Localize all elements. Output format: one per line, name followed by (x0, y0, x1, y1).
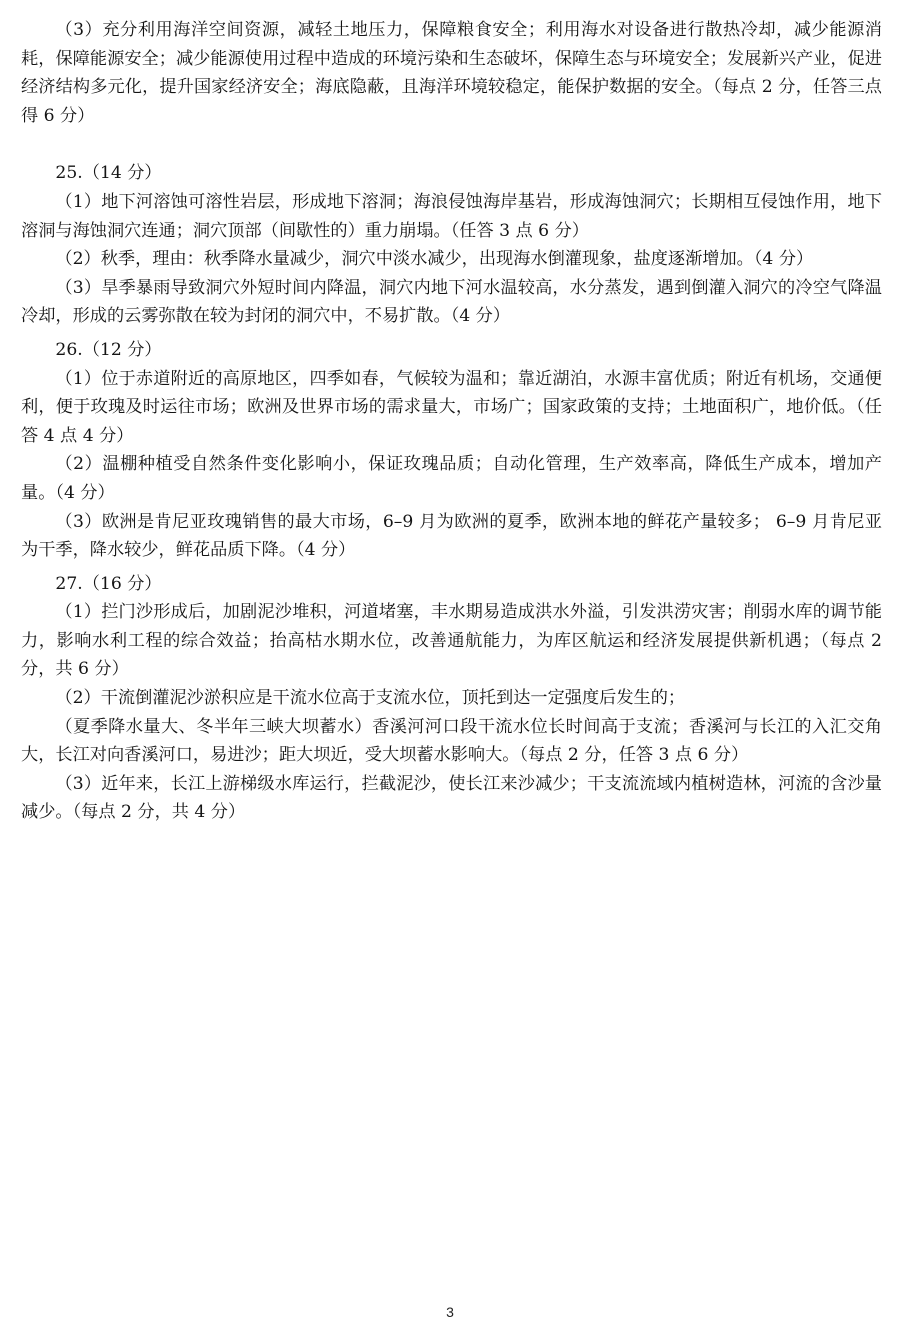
question-26-header: 26.（12 分） (55, 339, 162, 360)
answer-25-2: （2）秋季，理由：秋季降水量减少，洞穴中淡水减少，出现海水倒灌现象，盐度逐渐增加。（4 分） (55, 249, 814, 270)
answer-27-1: （1）拦门沙形成后，加剧泥沙堆积，河道堵塞，丰水期易造成洪水外溢，引发洪涝灾害；削弱水库的调节能力，影响水利工程的综合效益；抬高枯水期水位，改善通航能力，为库区航运和经济发展提供新机遇；（每点 2 分，共 6 分） (21, 602, 882, 680)
answer-26-2: （2）温棚种植受自然条件变化影响小，保证玫瑰品质；自动化管理，生产效率高，降低生产成本，增加产量。（4 分） (21, 454, 882, 503)
question-26 (21, 336, 882, 565)
page-number: 3 (446, 1304, 454, 1320)
answer-25-1: （1）地下河溶蚀可溶性岩层，形成地下溶洞；海浪侵蚀海岸基岩，形成海蚀洞穴；长期相互侵蚀作用，地下溶洞与海蚀洞穴连通；洞穴顶部（间歇性的）重力崩塌。（任答 3 点 6 分） (21, 191, 882, 241)
question-25 (21, 159, 882, 331)
answer-26-3: （3）欧洲是肯尼亚玫瑰销售的最大市场，6–9 月为欧洲的夏季，欧洲本地的鲜花产量较多； 6–9 月肯尼亚为干季，降水较少，鲜花品质下降。（4 分） (21, 511, 882, 561)
answer-25-3: （3）旱季暴雨导致洞穴外短时间内降温，洞穴内地下河水温较高，水分蒸发，遇到倒灌入洞穴的冷空气降温冷却，形成的云雾弥散在较为封闭的洞穴中，不易扩散。（4 分） (21, 277, 882, 327)
answer-27-2: （2）干流倒灌泥沙淤积应是干流水位高于支流水位，顶托到达一定强度后发生的； (55, 688, 686, 709)
answer-24-3: （3）充分利用海洋空间资源，减轻土地压力，保障粮食安全；利用海水对设备进行散热冷却，减少能源消耗，保障能源安全；减少能源使用过程中造成的环境污染和生态破坏，保障生态与环境安全；发展新兴产业，促进经济结构多元化，提升国家经济安全；海底隐蔽，且海洋环境较稳定，能保护数据的安全。（每点 2 分，任答三点得 6 分） (21, 20, 882, 126)
answer-26-1: （1）位于赤道附近的高原地区，四季如春，气候较为温和；靠近湖泊，水源丰富优质；附近有机场，交通便利，便于玫瑰及时运往市场；欧洲及世界市场的需求量大，市场广；国家政策的支持；土地面积广，地价低。（任答 4 点 4 分） (21, 368, 882, 446)
question-25-header: 25.（14 分） (55, 163, 162, 184)
question-27-header: 27.（16 分） (55, 573, 162, 594)
question-24-part-3 (21, 16, 882, 130)
question-27 (21, 570, 882, 827)
answer-27-3: （3）近年来，长江上游梯级水库运行，拦截泥沙，使长江来沙减少；干支流流域内植树造林，河流的含沙量减少。（每点 2 分，共 4 分） (21, 773, 882, 823)
answer-page (21, 16, 882, 827)
answer-27-2-continued: （夏季降水量大、冬半年三峡大坝蓄水）香溪河河口段干流水位长时间高于支流；香溪河与长江的入汇交角大，长江对向香溪河口，易进沙；距大坝近，受大坝蓄水影响大。（每点 2 分，任答 3 点 6 分） (21, 716, 882, 766)
